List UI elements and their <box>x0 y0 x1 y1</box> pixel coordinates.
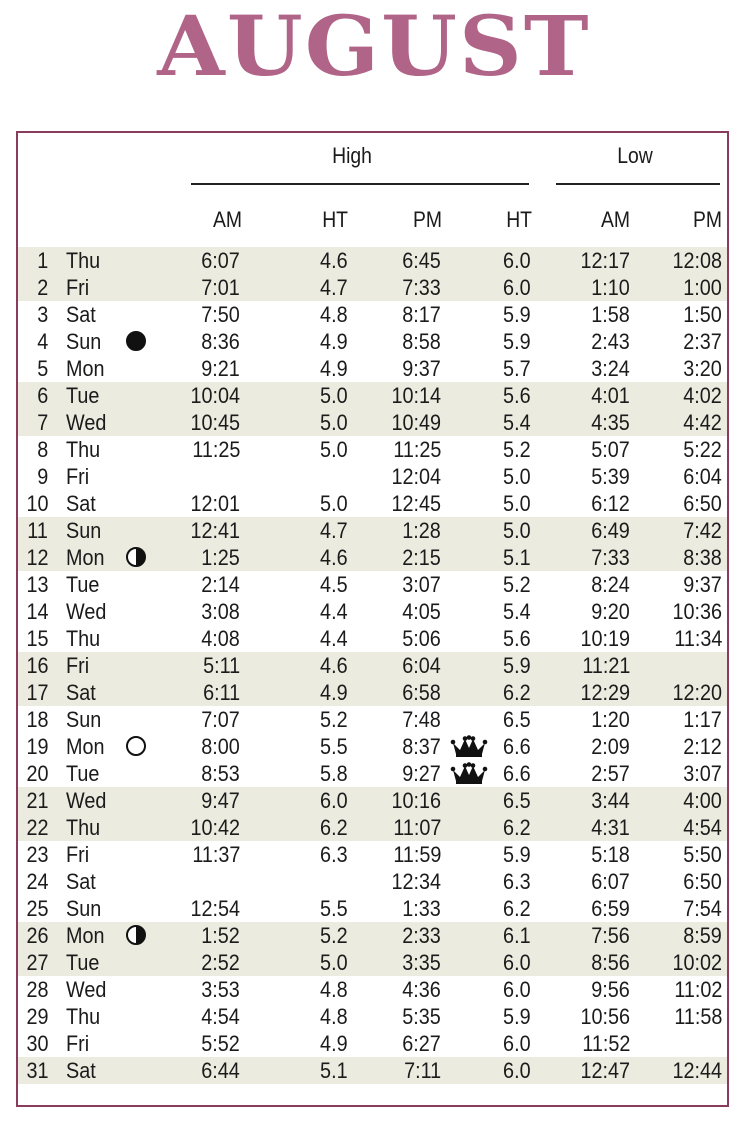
high-pm-height: 5.0 <box>503 491 531 516</box>
high-pm-height: 5.4 <box>503 599 531 624</box>
col-header-high-am: AM <box>212 207 242 232</box>
high-pm-time: 8:17 <box>402 302 441 327</box>
low-pm-time: 4:02 <box>683 383 722 408</box>
high-pm-height: 6.2 <box>503 680 531 705</box>
table-row <box>18 733 727 760</box>
high-am-time: 7:07 <box>201 707 240 732</box>
day-number: 29 <box>25 1004 48 1029</box>
high-am-time: 12:54 <box>190 896 240 921</box>
high-am-time: 12:41 <box>190 518 240 543</box>
table-row <box>18 895 727 922</box>
high-am-time: 9:47 <box>201 788 240 813</box>
low-pm-time: 7:42 <box>683 518 722 543</box>
day-number: 9 <box>36 464 48 489</box>
high-am-time: 10:42 <box>190 815 240 840</box>
day-number: 6 <box>36 383 48 408</box>
high-pm-height: 6.6 <box>503 761 531 786</box>
low-am-time: 12:17 <box>580 248 630 273</box>
table-row <box>18 247 727 274</box>
high-am-height <box>278 463 348 490</box>
day-number: 4 <box>36 329 48 354</box>
high-pm-time: 9:37 <box>402 356 441 381</box>
low-am-time: 10:56 <box>580 1004 630 1029</box>
day-number: 31 <box>25 1058 48 1083</box>
high-pm-time: 11:59 <box>392 842 441 867</box>
day-number: 17 <box>25 680 48 705</box>
low-pm-time: 10:02 <box>672 950 722 975</box>
table-row <box>18 760 727 787</box>
day-number: 23 <box>25 842 48 867</box>
high-am-height: 5.8 <box>320 761 348 786</box>
weekday-label: Sun <box>66 707 102 732</box>
day-number: 2 <box>36 275 48 300</box>
table-row <box>18 868 727 895</box>
low-am-time: 4:01 <box>591 383 630 408</box>
high-pm-height: 5.9 <box>503 302 531 327</box>
day-number: 14 <box>25 599 48 624</box>
high-am-time: 8:00 <box>201 734 240 759</box>
weekday-label: Tue <box>66 383 100 408</box>
weekday-label: Tue <box>66 572 100 597</box>
high-am-time: 3:53 <box>201 977 240 1002</box>
day-number: 26 <box>25 923 48 948</box>
col-header-high-ht1: HT <box>322 207 348 232</box>
weekday-label: Wed <box>66 410 107 435</box>
high-am-time: 11:37 <box>191 842 240 867</box>
low-pm-time: 1:00 <box>683 275 722 300</box>
low-pm-time: 8:59 <box>683 923 722 948</box>
day-number: 22 <box>25 815 48 840</box>
low-pm-time: 6:04 <box>683 464 722 489</box>
high-am-height: 4.9 <box>320 1031 348 1056</box>
high-pm-time: 3:07 <box>402 572 441 597</box>
high-am-time: 7:50 <box>201 302 240 327</box>
high-am-height: 4.9 <box>320 680 348 705</box>
high-pm-height: 5.2 <box>503 572 531 597</box>
high-am-time: 6:07 <box>201 248 240 273</box>
high-pm-time: 6:58 <box>402 680 441 705</box>
col-header-high-ht2: HT <box>506 207 532 232</box>
high-pm-time: 2:15 <box>402 545 441 570</box>
low-pm-time: 12:20 <box>672 680 722 705</box>
low-pm-time: 12:08 <box>672 248 722 273</box>
high-pm-height: 6.0 <box>503 1058 531 1083</box>
day-number: 12 <box>25 545 48 570</box>
high-am-height: 5.1 <box>320 1058 348 1083</box>
weekday-label: Tue <box>66 950 100 975</box>
low-pm-time: 6:50 <box>683 869 722 894</box>
weekday-label: Sun <box>66 896 102 921</box>
table-row <box>18 301 727 328</box>
table-row <box>18 949 727 976</box>
table-row <box>18 382 727 409</box>
high-pm-time: 7:33 <box>402 275 441 300</box>
high-am-time: 10:45 <box>190 410 240 435</box>
high-am-time: 4:08 <box>201 626 240 651</box>
high-pm-height: 5.1 <box>503 545 531 570</box>
high-am-time: 1:52 <box>201 923 240 948</box>
high-pm-height: 6.0 <box>503 275 531 300</box>
high-pm-height: 6.0 <box>503 977 531 1002</box>
high-pm-time: 1:28 <box>402 518 441 543</box>
low-am-time: 11:21 <box>581 653 630 678</box>
low-pm-time: 2:12 <box>683 734 722 759</box>
high-pm-time: 4:36 <box>402 977 441 1002</box>
day-number: 16 <box>25 653 48 678</box>
high-am-height: 5.0 <box>320 950 348 975</box>
low-am-time: 6:59 <box>591 896 630 921</box>
high-am-height: 4.6 <box>320 248 348 273</box>
weekday-label: Mon <box>66 545 105 570</box>
day-number: 11 <box>27 518 48 543</box>
table-row <box>18 463 727 490</box>
weekday-label: Thu <box>66 815 101 840</box>
day-number: 5 <box>36 356 48 381</box>
high-pm-time: 7:11 <box>403 1058 441 1083</box>
high-am-time: 3:08 <box>201 599 240 624</box>
high-pm-height: 6.0 <box>503 1031 531 1056</box>
high-am-time: 5:52 <box>201 1031 240 1056</box>
low-pm-time: 3:07 <box>683 761 722 786</box>
table-row <box>18 409 727 436</box>
day-number: 24 <box>25 869 48 894</box>
full-moon-icon <box>126 736 146 756</box>
high-am-time: 9:21 <box>201 356 240 381</box>
weekday-label: Sat <box>66 680 96 705</box>
high-pm-height: 5.9 <box>503 842 531 867</box>
high-pm-height: 5.6 <box>503 626 531 651</box>
high-am-time: 11:25 <box>191 437 240 462</box>
low-pm-time: 4:54 <box>683 815 722 840</box>
high-pm-height: 5.9 <box>503 653 531 678</box>
weekday-label: Wed <box>66 977 107 1002</box>
high-am-height: 4.7 <box>320 275 348 300</box>
low-am-time: 6:07 <box>591 869 630 894</box>
weekday-label: Fri <box>66 653 90 678</box>
high-pm-time: 5:35 <box>402 1004 441 1029</box>
weekday-label: Sat <box>66 302 96 327</box>
low-am-time: 1:20 <box>591 707 630 732</box>
high-pm-time: 10:16 <box>391 788 441 813</box>
day-number: 15 <box>25 626 48 651</box>
high-am-time: 6:11 <box>202 680 240 705</box>
table-row <box>18 625 727 652</box>
high-am-height: 4.5 <box>320 572 348 597</box>
low-pm-time: 4:42 <box>683 410 722 435</box>
high-am-time: 2:52 <box>201 950 240 975</box>
low-am-time: 5:18 <box>591 842 630 867</box>
low-pm-time: 5:22 <box>683 437 722 462</box>
low-am-time: 1:10 <box>591 275 630 300</box>
high-am-height: 4.4 <box>320 599 348 624</box>
low-am-time: 5:07 <box>591 437 630 462</box>
day-number: 8 <box>36 437 48 462</box>
high-am-height: 4.8 <box>320 1004 348 1029</box>
high-pm-time: 8:58 <box>402 329 441 354</box>
table-row <box>18 976 727 1003</box>
moon-phase-cell <box>126 733 150 760</box>
high-am-time <box>168 868 240 895</box>
high-pm-time: 12:45 <box>391 491 441 516</box>
day-number: 30 <box>25 1031 48 1056</box>
day-number: 18 <box>25 707 48 732</box>
low-pm-time <box>648 652 722 679</box>
high-am-height: 6.3 <box>320 842 348 867</box>
high-am-time: 5:11 <box>202 653 240 678</box>
high-pm-time: 11:25 <box>392 437 441 462</box>
high-am-height: 4.8 <box>320 302 348 327</box>
low-am-time: 7:33 <box>591 545 630 570</box>
table-row <box>18 706 727 733</box>
high-am-time: 12:01 <box>190 491 240 516</box>
high-am-time <box>168 463 240 490</box>
high-pm-height: 6.2 <box>503 896 531 921</box>
high-pm-height: 5.2 <box>503 437 531 462</box>
high-am-time: 2:14 <box>201 572 240 597</box>
low-am-time: 9:56 <box>591 977 630 1002</box>
table-row <box>18 652 727 679</box>
low-am-time: 3:44 <box>591 788 630 813</box>
low-am-time: 10:19 <box>580 626 630 651</box>
high-pm-time: 6:45 <box>402 248 441 273</box>
high-am-height: 5.2 <box>320 707 348 732</box>
high-pm-time: 9:27 <box>402 761 441 786</box>
weekday-label: Mon <box>66 356 105 381</box>
low-am-time: 7:56 <box>591 923 630 948</box>
low-pm-time: 11:58 <box>673 1004 722 1029</box>
low-pm-time: 9:37 <box>683 572 722 597</box>
new-moon-icon <box>126 331 146 351</box>
high-pm-height: 6.3 <box>503 869 531 894</box>
high-am-height: 5.0 <box>320 491 348 516</box>
high-am-time: 8:53 <box>201 761 240 786</box>
high-pm-time: 5:06 <box>402 626 441 651</box>
low-pm-time: 7:54 <box>683 896 722 921</box>
day-number: 28 <box>25 977 48 1002</box>
high-pm-height: 5.7 <box>503 356 531 381</box>
high-pm-height: 6.2 <box>503 815 531 840</box>
high-pm-time: 2:33 <box>402 923 441 948</box>
high-pm-height: 5.4 <box>503 410 531 435</box>
first-quarter-moon-icon <box>126 547 146 567</box>
high-am-time: 7:01 <box>201 275 240 300</box>
table-row <box>18 814 727 841</box>
weekday-label: Fri <box>66 1031 90 1056</box>
table-row <box>18 490 727 517</box>
moon-phase-cell <box>126 328 150 355</box>
high-pm-time: 8:37 <box>402 734 441 759</box>
low-pm-time: 3:20 <box>683 356 722 381</box>
low-pm-time: 8:38 <box>683 545 722 570</box>
table-row <box>18 679 727 706</box>
table-row <box>18 598 727 625</box>
table-row <box>18 517 727 544</box>
low-am-time: 9:20 <box>591 599 630 624</box>
high-am-time: 10:04 <box>190 383 240 408</box>
low-am-time: 8:56 <box>591 950 630 975</box>
high-pm-time: 1:33 <box>402 896 441 921</box>
high-pm-time: 3:35 <box>402 950 441 975</box>
day-number: 7 <box>36 410 48 435</box>
weekday-label: Sat <box>66 491 96 516</box>
high-pm-height: 5.9 <box>503 1004 531 1029</box>
high-am-height: 6.0 <box>320 788 348 813</box>
low-group-header: Low <box>617 143 653 168</box>
day-number: 13 <box>25 572 48 597</box>
day-number: 10 <box>25 491 48 516</box>
high-am-height: 4.7 <box>320 518 348 543</box>
low-pm-time: 1:50 <box>683 302 722 327</box>
low-pm-time: 12:44 <box>672 1058 722 1083</box>
low-pm-time: 6:50 <box>683 491 722 516</box>
high-group-header: High <box>332 143 372 168</box>
day-number: 19 <box>25 734 48 759</box>
table-row <box>18 922 727 949</box>
table-row <box>18 1003 727 1030</box>
high-pm-time: 12:04 <box>391 464 441 489</box>
weekday-label: Sun <box>66 518 102 543</box>
low-am-time: 6:12 <box>591 491 630 516</box>
high-am-height: 4.6 <box>320 653 348 678</box>
high-pm-height: 5.9 <box>503 329 531 354</box>
weekday-label: Thu <box>66 626 101 651</box>
high-am-height: 5.2 <box>320 923 348 948</box>
table-row <box>18 274 727 301</box>
table-row <box>18 1057 727 1084</box>
low-am-time: 12:47 <box>580 1058 630 1083</box>
low-pm-time: 1:17 <box>683 707 722 732</box>
table-row <box>18 841 727 868</box>
high-pm-height: 6.5 <box>503 707 531 732</box>
high-am-time: 8:36 <box>201 329 240 354</box>
high-pm-time: 11:07 <box>392 815 441 840</box>
high-pm-time: 12:34 <box>391 869 441 894</box>
high-am-height: 5.5 <box>320 896 348 921</box>
high-am-height: 5.5 <box>320 734 348 759</box>
weekday-label: Fri <box>66 464 90 489</box>
moon-phase-cell <box>126 544 150 571</box>
table-row <box>18 355 727 382</box>
col-header-low-am: AM <box>600 207 630 232</box>
high-am-height: 6.2 <box>320 815 348 840</box>
high-am-height: 5.0 <box>320 437 348 462</box>
weekday-label: Sat <box>66 1058 96 1083</box>
high-am-time: 6:44 <box>201 1058 240 1083</box>
day-number: 21 <box>25 788 48 813</box>
table-row <box>18 328 727 355</box>
high-am-time: 4:54 <box>201 1004 240 1029</box>
high-am-height: 4.4 <box>320 626 348 651</box>
high-am-time: 1:25 <box>201 545 240 570</box>
low-group-rule <box>556 183 720 185</box>
high-pm-height: 6.1 <box>503 923 531 948</box>
table-row <box>18 436 727 463</box>
low-am-time: 5:39 <box>591 464 630 489</box>
high-pm-time: 4:05 <box>402 599 441 624</box>
high-pm-time: 7:48 <box>402 707 441 732</box>
table-row <box>18 571 727 598</box>
high-am-height: 4.9 <box>320 356 348 381</box>
high-pm-height: 6.6 <box>503 734 531 759</box>
table-row <box>18 787 727 814</box>
high-pm-height: 5.0 <box>503 464 531 489</box>
weekday-label: Tue <box>66 761 100 786</box>
high-pm-height: 6.0 <box>503 950 531 975</box>
weekday-label: Thu <box>66 437 101 462</box>
weekday-label: Mon <box>66 923 105 948</box>
low-am-time: 4:31 <box>591 815 630 840</box>
weekday-label: Fri <box>66 275 90 300</box>
low-pm-time: 11:34 <box>673 626 722 651</box>
weekday-label: Thu <box>66 1004 101 1029</box>
col-header-high-pm: PM <box>412 207 442 232</box>
low-am-time: 11:52 <box>581 1031 630 1056</box>
weekday-label: Thu <box>66 248 101 273</box>
day-number: 1 <box>36 248 48 273</box>
low-pm-time: 10:36 <box>672 599 722 624</box>
high-pm-height: 5.6 <box>503 383 531 408</box>
table-row <box>18 1030 727 1057</box>
high-am-height: 5.0 <box>320 410 348 435</box>
high-pm-height: 6.0 <box>503 248 531 273</box>
low-am-time: 2:43 <box>591 329 630 354</box>
day-number: 25 <box>25 896 48 921</box>
high-pm-time: 10:14 <box>391 383 441 408</box>
page-title: AUGUST <box>157 0 591 95</box>
high-pm-time: 10:49 <box>391 410 441 435</box>
high-pm-height: 6.5 <box>503 788 531 813</box>
low-am-time: 2:09 <box>591 734 630 759</box>
weekday-label: Sat <box>66 869 96 894</box>
high-am-height: 4.6 <box>320 545 348 570</box>
high-pm-height: 5.0 <box>503 518 531 543</box>
low-am-time: 6:49 <box>591 518 630 543</box>
last-quarter-moon-icon <box>126 925 146 945</box>
high-am-height: 4.8 <box>320 977 348 1002</box>
day-number: 20 <box>25 761 48 786</box>
weekday-label: Mon <box>66 734 105 759</box>
low-pm-time: 11:02 <box>673 977 722 1002</box>
high-am-height: 4.9 <box>320 329 348 354</box>
high-group-rule <box>191 183 529 185</box>
weekday-label: Wed <box>66 788 107 813</box>
high-pm-time: 6:04 <box>402 653 441 678</box>
high-pm-time: 6:27 <box>402 1031 441 1056</box>
low-am-time: 2:57 <box>591 761 630 786</box>
low-am-time: 4:35 <box>591 410 630 435</box>
low-pm-time <box>648 1030 722 1057</box>
moon-phase-cell <box>126 922 150 949</box>
low-am-time: 1:58 <box>591 302 630 327</box>
high-am-height <box>278 868 348 895</box>
low-am-time: 3:24 <box>591 356 630 381</box>
day-number: 3 <box>36 302 48 327</box>
high-am-height: 5.0 <box>320 383 348 408</box>
low-pm-time: 4:00 <box>683 788 722 813</box>
table-row <box>18 544 727 571</box>
weekday-label: Sun <box>66 329 102 354</box>
low-am-time: 12:29 <box>580 680 630 705</box>
col-header-low-pm: PM <box>692 207 722 232</box>
weekday-label: Fri <box>66 842 90 867</box>
low-pm-time: 2:37 <box>683 329 722 354</box>
low-pm-time: 5:50 <box>683 842 722 867</box>
low-am-time: 8:24 <box>591 572 630 597</box>
day-number: 27 <box>25 950 48 975</box>
weekday-label: Wed <box>66 599 107 624</box>
